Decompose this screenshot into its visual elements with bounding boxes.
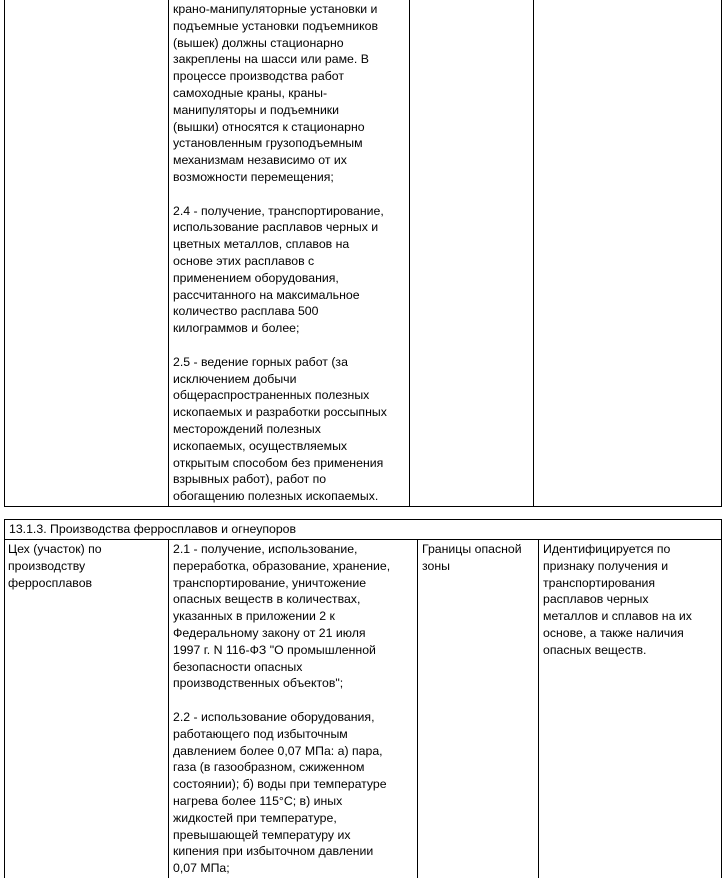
- top-border-left: [4, 0, 5, 507]
- section-border-right: [721, 519, 722, 878]
- section-col4-text: Идентифицируется по признаку получения и транспортирования расплавов черных металлов и сплавов на их основе, а также наличия опасных веществ.: [543, 542, 692, 657]
- section-border-col1: [168, 539, 169, 878]
- top-border-right: [721, 0, 722, 507]
- section-col2-text: 2.1 - получение, использование, переработка, образование, хранение, транспортирование, уничтожение опасных веществ в количествах, указанных в приложении 2 к Федеральному закону от 21 июля 1997 г. N 116-ФЗ "О промышленной безопасности опасных производственных объектов"; 2.2 - использование оборудования, работающего под избыточным давлением более 0,07 МПа: а) пара, газа (в газообразном, сжиженном состоянии); б) воды при температуре нагрева более 115°С; в) иных жидкостей при температуре, превышающей температуру их кипения при избыточном давлении 0,07 МПа;: [173, 542, 391, 876]
- top-border-col2: [409, 0, 410, 507]
- section-border-top: [4, 519, 722, 520]
- section-border-col2: [417, 539, 418, 878]
- top-border-col3: [533, 0, 534, 507]
- section-header: 13.1.3. Производства ферросплавов и огнеупоров: [9, 522, 297, 536]
- section-border-col3: [538, 539, 539, 878]
- section-col1-text: Цех (участок) по производству ферросплавов: [8, 542, 102, 590]
- section-header-divider: [4, 539, 722, 540]
- section-col3-text: Границы опасной зоны: [422, 542, 522, 573]
- top-border-col1: [168, 0, 169, 507]
- top-row-col2-text: крано-манипуляторные установки и подъемные установки подъемников (вышек) должны стационарно закреплены на шасси или раме. В процессе производства работ самоходные краны, краны- манипуляторы и подъемники (вышки) относятся к стационарно установленным грузоподъемным механизмам независимо от их возможности перемещения; 2.4 - получение, транспортирование, использование расплавов черных и цветных металлов, сплавов на основе этих расплавов с применением оборудования, рассчитанного на максимальное количество расплава 500 килограммов и более; 2.5 - ведение горных работ (за исключением добычи общераспространенных полезных ископаемых и разработки россыпных месторождений полезных ископаемых, осуществляемых открытым способом без применения взрывных работ), работ по обогащению полезных ископаемых.: [173, 2, 387, 504]
- section-border-left: [4, 519, 5, 878]
- top-border-bottom: [4, 506, 722, 507]
